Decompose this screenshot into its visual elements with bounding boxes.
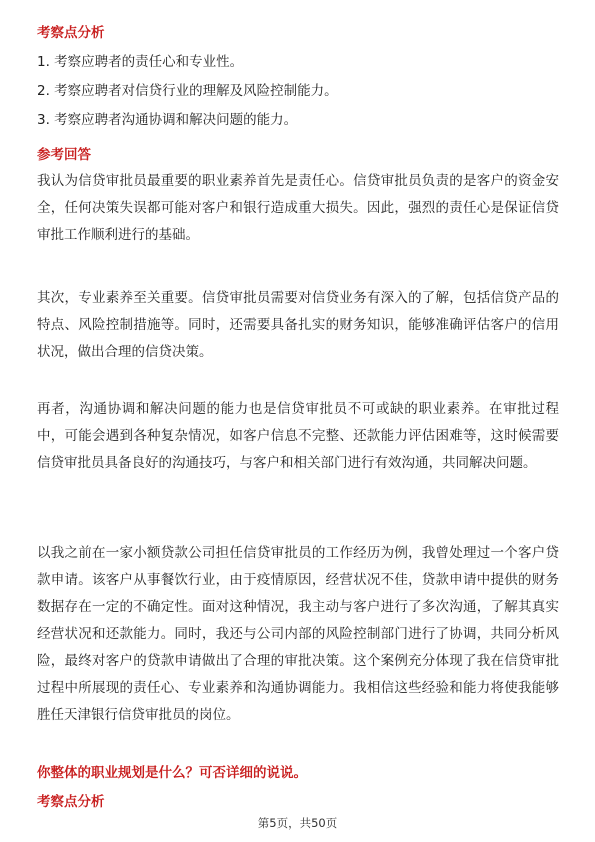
list-item: 3. 考察应聘者沟通协调和解决问题的能力。 <box>37 112 298 128</box>
answer-paragraph: 我认为信贷审批员最重要的职业素养首先是责任心。信贷审批员负责的是客户的资金安全，任何决策失误都可能对客户和银行造成重大损失。因此，强烈的责任心是保证信贷审批工作顺利进行的基础。 <box>37 173 559 243</box>
answer-paragraph: 再者，沟通协调和解决问题的能力也是信贷审批员不可或缺的职业素养。在审批过程中，可能会遇到各种复杂情况，如客户信息不完整、还款能力评估困难等，这时候需要信贷审批员具备良好的沟通技巧，与客户和相关部门进行有效沟通，共同解决问题。 <box>37 401 559 471</box>
answer-paragraph: 其次，专业素养至关重要。信贷审批员需要对信贷业务有深入的了解，包括信贷产品的特点、风险控制措施等。同时，还需要具备扎实的财务知识，能够准确评估客户的信用状况，做出合理的信贷决策。 <box>37 290 559 360</box>
list-item: 1. 考察应聘者的责任心和专业性。 <box>37 54 244 70</box>
section-heading-analysis-2: 考察点分析 <box>37 794 105 810</box>
section-heading-answer: 参考回答 <box>37 147 91 163</box>
next-question: 你整体的职业规划是什么？可否详细的说说。 <box>37 765 307 781</box>
list-item: 2. 考察应聘者对信贷行业的理解及风险控制能力。 <box>37 83 338 99</box>
section-heading-analysis: 考察点分析 <box>37 25 105 41</box>
answer-paragraph: 以我之前在一家小额贷款公司担任信贷审批员的工作经历为例，我曾处理过一个客户贷款申请。该客户从事餐饮行业，由于疫情原因，经营状况不佳，贷款申请中提供的财务数据存在一定的不确定性。面对这种情况，我主动与客户进行了多次沟通，了解其真实经营状况和还款能力。同时，我还与公司内部的风险控制部门进行了协调，共同分析风险，最终对客户的贷款申请做出了合理的审批决策。这个案例充分体现了我在信贷审批过程中所展现的责任心、专业素养和沟通协调能力。我相信这些经验和能力将使我能够胜任天津银行信贷审批员的岗位。 <box>37 545 559 723</box>
page-number: 第5页，共50页 <box>257 816 338 830</box>
